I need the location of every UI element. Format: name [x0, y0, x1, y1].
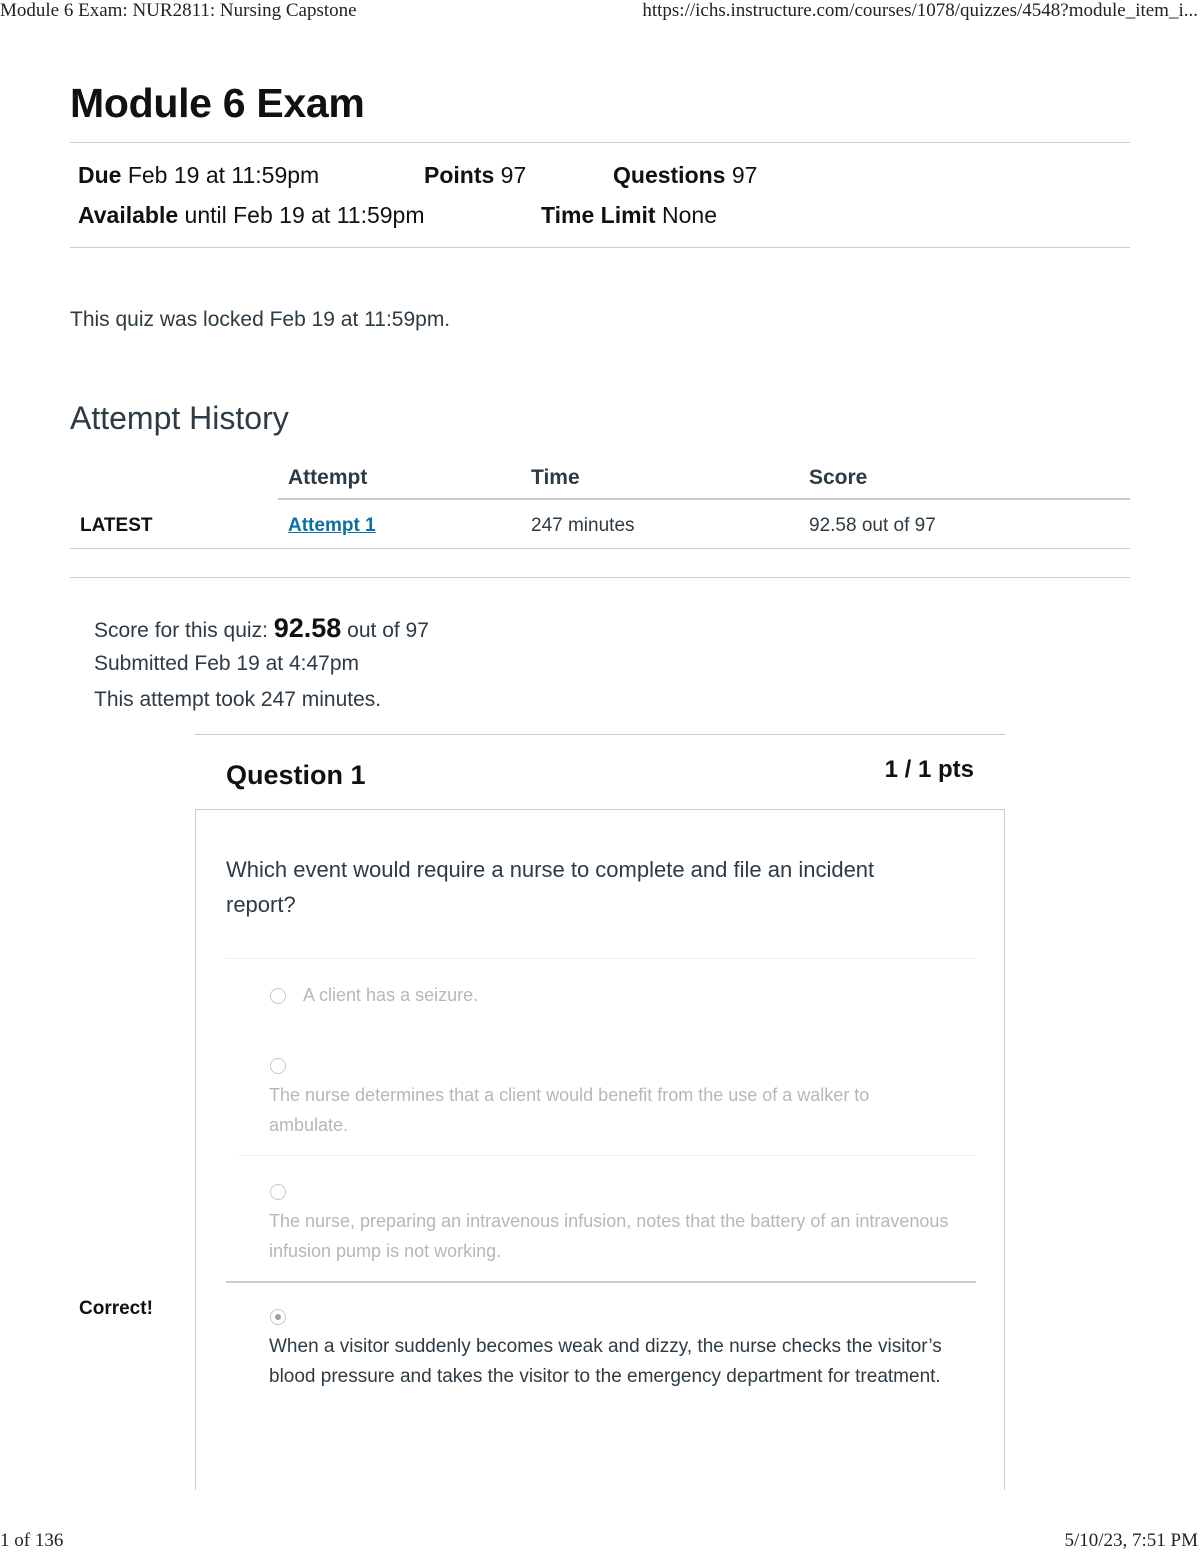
attempt-history-heading: Attempt History — [70, 400, 289, 436]
column-header-attempt: Attempt — [288, 466, 368, 489]
available-info — [78, 202, 425, 229]
attempt-1-link[interactable]: Attempt 1 — [288, 515, 376, 536]
score-label: Score for this quiz: — [94, 619, 268, 642]
answer-text: When a visitor suddenly becomes weak and dizzy, the nurse checks the visitor’s blood pressure and takes the visitor to the emergency department for treatment. — [269, 1336, 942, 1387]
submitted-time: Submitted Feb 19 at 4:47pm — [94, 652, 359, 675]
locked-message: This quiz was locked Feb 19 at 11:59pm. — [70, 308, 451, 331]
correct-indicator: Correct! — [79, 1298, 153, 1319]
points-value: 97 — [500, 162, 527, 188]
print-header — [0, 0, 1200, 22]
title-divider — [70, 142, 1130, 143]
print-header-url: https://ichs.instructure.com/courses/1078/quizzes/4548?module_item_i... — [642, 0, 1198, 21]
attempt-duration: This attempt took 247 minutes. — [94, 688, 382, 711]
answer-option-2 — [269, 1050, 949, 1140]
answer-divider — [238, 1155, 976, 1156]
answer-text: The nurse determines that a client would benefit from the use of a walker to ambulate. — [269, 1085, 870, 1135]
answer-text: The nurse, preparing an intravenous infusion, notes that the battery of an intravenous infusion pump is not working. — [269, 1211, 949, 1261]
score-out-of: out of 97 — [347, 619, 429, 642]
answer-option-1 — [270, 980, 950, 1010]
score-line — [94, 610, 429, 646]
question-body — [195, 809, 1005, 1490]
correct-answer-divider — [226, 1281, 976, 1283]
page-title: Module 6 Exam — [70, 80, 365, 126]
print-footer — [0, 1530, 1200, 1552]
available-value: until Feb 19 at 11:59pm — [184, 202, 425, 228]
question-points: 1 / 1 pts — [884, 756, 974, 783]
answer-divider — [226, 958, 976, 959]
history-divider — [70, 577, 1130, 578]
due-value: Feb 19 at 11:59pm — [127, 162, 320, 188]
due-label: Due — [78, 162, 122, 188]
answer-option-3 — [269, 1176, 949, 1266]
attempt-time: 247 minutes — [531, 515, 635, 536]
time-limit-info — [541, 202, 717, 229]
question-title: Question 1 — [226, 760, 366, 790]
due-info — [78, 162, 319, 189]
question-1 — [195, 734, 1005, 1484]
table-header-divider — [278, 498, 1130, 500]
questions-label: Questions — [613, 162, 726, 188]
radio-selected-icon — [270, 1309, 286, 1325]
answer-text: A client has a seizure. — [303, 985, 479, 1005]
answer-option-4 — [269, 1302, 949, 1392]
column-header-time: Time — [531, 466, 580, 489]
score-value: 92.58 — [273, 613, 342, 643]
question-text: Which event would require a nurse to complete and file an incident report? — [226, 857, 875, 917]
print-header-title: Module 6 Exam: NUR2811: Nursing Capstone — [0, 0, 357, 21]
questions-info — [613, 162, 757, 189]
question-top-divider — [195, 734, 1005, 735]
meta-divider — [70, 247, 1130, 248]
available-label: Available — [78, 202, 179, 228]
print-datetime: 5/10/23, 7:51 PM — [1064, 1530, 1198, 1551]
radio-unselected-icon — [270, 1058, 286, 1074]
attempt-score: 92.58 out of 97 — [809, 515, 936, 536]
column-header-score: Score — [809, 466, 868, 489]
score-summary — [94, 610, 429, 718]
latest-label: LATEST — [80, 515, 153, 536]
page-number: 1 of 136 — [0, 1530, 64, 1551]
table-row-divider — [70, 548, 1130, 549]
points-label: Points — [424, 162, 495, 188]
time-limit-label: Time Limit — [541, 202, 656, 228]
time-limit-value: None — [662, 202, 717, 228]
radio-unselected-icon — [270, 988, 286, 1004]
radio-unselected-icon — [270, 1184, 286, 1200]
questions-value: 97 — [731, 162, 758, 188]
points-info — [424, 162, 526, 189]
